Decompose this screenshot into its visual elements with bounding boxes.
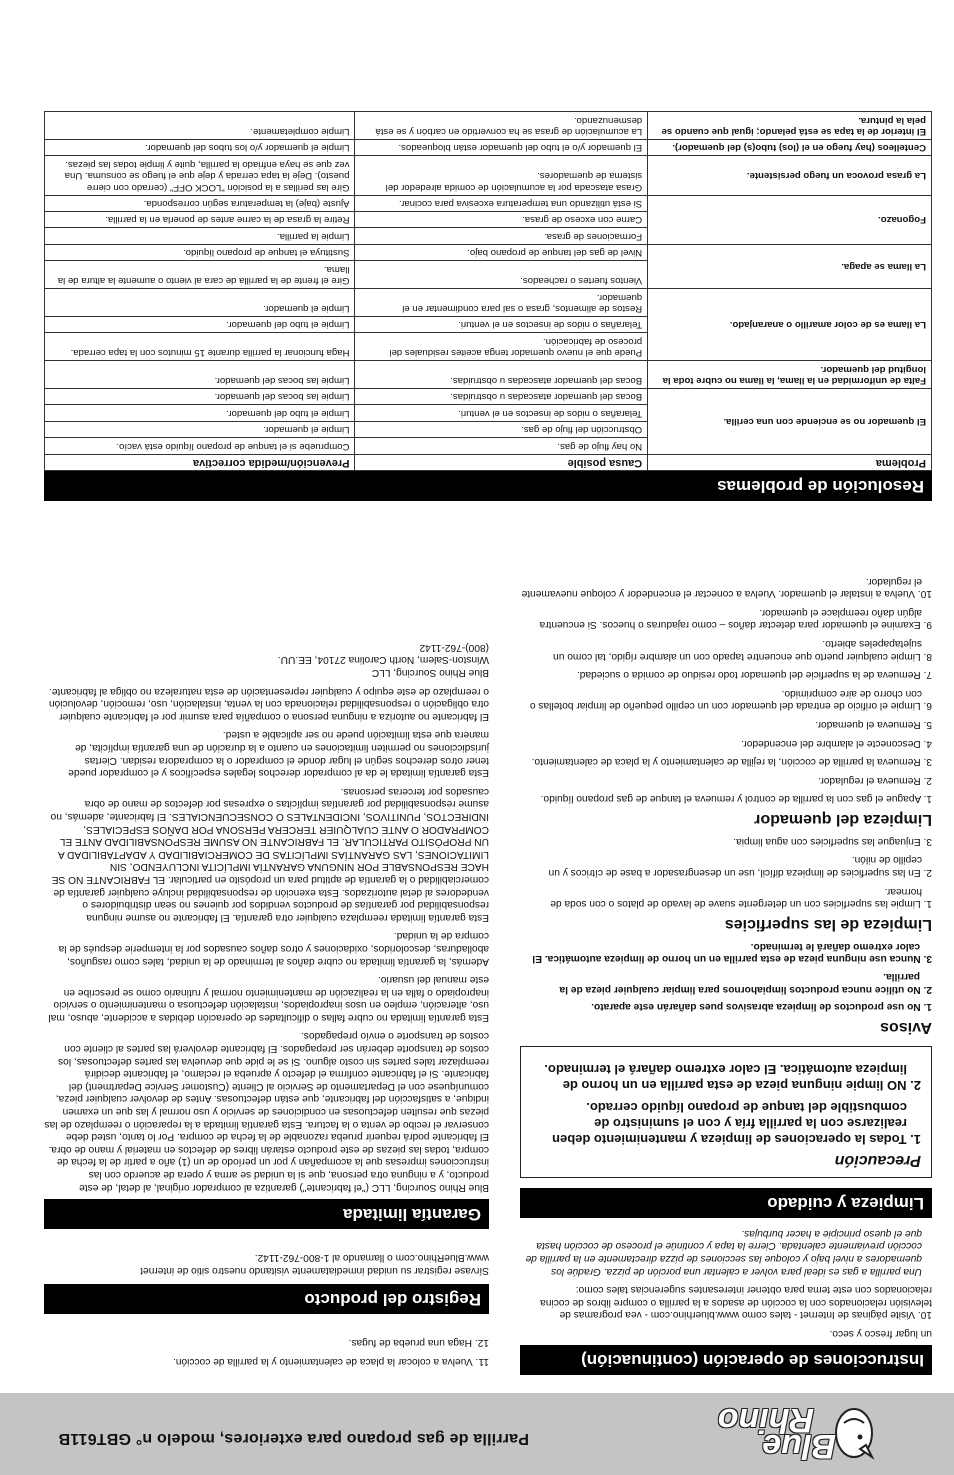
- cause-cell: La acumulación de grasa se ha convertido en carbón y se está desmenuzando.: [355, 112, 648, 140]
- logo-word-rhino: Rhino: [717, 1401, 814, 1439]
- cause-cell: Restos de alimentos, grasa o sal para condimentar en el quemador.: [355, 289, 648, 317]
- cause-cell: Bocas del quemador atascadas u obstruidas.: [355, 361, 648, 389]
- operation-heading: Instrucciones de operación (continuación): [520, 1345, 932, 1375]
- operation-cool-place: un lugar fresco y seco.: [829, 1328, 932, 1339]
- warning-1: 1. No use productos de limpieza abrasivos pues dañarán este aparato.: [591, 1001, 932, 1013]
- blue-rhino-logo: [676, 1399, 836, 1469]
- remedy-cell: Limpie las bocas del quemador.: [45, 388, 355, 404]
- caution-box: [520, 1046, 932, 1178]
- cause-cell: Grasa atascada por la acumulación de comida alrededor del sistema de quemadores.: [355, 156, 648, 195]
- burner-step-7: 7. Remueva de la superficie del quemador todo residuo de comida o suciedad.: [576, 669, 932, 681]
- burner-step-3: 3. Remueva la parrilla de cocción, la rejilla de calentamiento y la placa de calentamiento.: [531, 756, 932, 768]
- registration-heading: Registro del producto: [44, 1284, 489, 1314]
- table-row: [45, 156, 932, 195]
- remedy-cell: Haga funcionar la parrilla durante 15 minutos con la tapa cerrada.: [45, 333, 355, 361]
- problem-cell: El interior de la tapa se está pelando; igual que cuando se pela la pintura.: [648, 112, 932, 140]
- surfaces-heading: Limpieza de las superficies: [724, 916, 932, 934]
- document-title: Parrilla de gas propano para exteriores, modelo n° GBT611B: [58, 1430, 529, 1447]
- operation-step-10: 10. Visite páginas de Internet - tales como www.bluerhino.com - vea programas de televisión relacionados con la cocción de asados a la parrilla o compre libros de cocina relacionados con este tema para obtener interesantes sugerencias tales como:: [540, 1284, 932, 1321]
- burner-step-10: 10. Vuelva a instalar el quemador. Vuelva a conectar el encendedor y coloque nuevamente el regulador.: [521, 575, 932, 600]
- problem-cell: Falta de uniformidad en la llama, la llama no cubre toda la longitud del quemador.: [648, 361, 932, 389]
- problem-cell: La llama es de color amarillo o anaranjado.: [648, 289, 932, 361]
- cause-cell: Telarañas o nidos de insectos en el venturi.: [355, 405, 648, 421]
- remedy-cell: Sustituya el tanque de propano líquido.: [45, 244, 355, 260]
- warranty-phone: (800)-762-1142: [419, 641, 489, 653]
- column-header: Prevención/medida correctiva: [45, 454, 355, 470]
- table-header-row: [45, 454, 932, 470]
- remedy-cell: Limpie el tubo del quemador.: [45, 405, 355, 421]
- caution-item-1: 1. Todas la operaciones de limpieza y mantenimiento deben realizarse con la parrilla fría y con el suministro de combustible del tanque de propano líquido cerrado.: [552, 1100, 921, 1148]
- problem-cell: La grasa provoca un fuego persistente.: [648, 156, 932, 195]
- remedy-cell: Gire el frente de la parrilla de cara al viento o aumente la altura de la llama.: [45, 261, 355, 289]
- cause-cell: Puede que el nuevo quemador tenga aceites residuales del proceso de fabricación.: [355, 333, 648, 361]
- problem-cell: El quemador no se enciende con una cerilla.: [648, 388, 932, 454]
- cause-cell: Telarañas o nidos de insectos en el venturi.: [355, 316, 648, 332]
- operation-step-11: 11. Vuelva a colocar la placa de calentamiento y la parrilla de cocción.: [173, 1356, 489, 1367]
- cause-cell: Vientos fuertes o racheados.: [355, 261, 648, 289]
- table-row: [45, 438, 932, 454]
- cause-cell: Carne con exceso de grasa.: [355, 212, 648, 228]
- warranty-heading: Garantía limitada: [44, 1199, 489, 1229]
- burner-step-1: 1. Apague el gas con la parrilla de control y remueva el tanque de gas propano líquido.: [540, 793, 932, 805]
- column-header: Problema: [648, 454, 932, 470]
- burner-step-5: 5. Remueva el quemador.: [815, 718, 932, 730]
- burner-step-8: 8. Limpie cualquier puerto que encuentre tapado con un alambre rígido, tal como un sujetapapeles abierto.: [553, 637, 932, 662]
- table-row: [45, 228, 932, 244]
- surfaces-step-2: 2. En las superficies de limpieza difícil, use un desengrasador a base de cítricos y un cepillo de nilón.: [548, 854, 932, 879]
- warranty-p6: El fabricante no autoriza a ninguna persona o compañía para asumir por el fabricante cualquier otra obligación o responsabilidad relacionada con la venta, instalación, uso, remoción, devolución o reemplazo de este equipo y cualquier representación de esta naturaleza no obliga al fabricante.: [48, 685, 489, 722]
- remedy-cell: Limpie el quemador y/o los tubos del quemador.: [45, 140, 355, 156]
- rhino-icon: [832, 1405, 876, 1463]
- remedy-cell: Limpie completamente.: [45, 112, 355, 140]
- left-column: [520, 568, 932, 1375]
- troubleshooting-heading: Resolución de problemas: [44, 471, 932, 501]
- cause-cell: Nivel de gas del tanque de propano bajo.: [355, 244, 648, 260]
- cause-cell: Bocas del quemador atascadas u obstruidas.: [355, 388, 648, 404]
- warranty-p4: Esta garantía limitada reemplaza cualquier otra garantía. El fabricante no asume ninguna responsabilidad por garantías de productos vendidos por quienes no sean distribuidores o vendedores al detal autorizados. Esta exención de responsabilidad incluye cualquier garantía de comerciabilidad o la garantía de aptitud para un propósito en particular. EL FABRICANTE NO SE HACE RESPONSABLE POR NINGUNA GARANTÍA IMPLÍCITA INCLUYENDO, SIN LIMITACIONES, LAS GARANTÍAS IMPLÍCITAS DE COMERCIABILIDAD Y ADAPTABILIDAD A UN PROPÓSITO PARTICULAR. EL FABRICANTE NO ASUME RESPONSABILIDAD ANTE EL COMPRADOR O ANTE CUALQUIER TERCERA PERSONA POR DAÑOS ESPECIALES, INDIRECTOS, PUNITIVOS, INCIDENTALES O CONSECUENCIALES. El fabricante, además, no asume responsabilidad por garantías implícitas o expresas por defectos de mano de obra causados por terceras personas.: [50, 785, 489, 923]
- registration-text: Sírvase registrar su unidad inmediatamente visitando nuestro sitio de internet www.BlueRhino.com o llamando al 1-800-762-1142.: [140, 1252, 489, 1276]
- table-row: [45, 333, 932, 361]
- remedy-cell: Limpie las bocas del quemador.: [45, 361, 355, 389]
- burner-step-6: 6. Limpie el orificio de entrada del quemador con un cepillo pequeño de limpiar botellas o con chorro de aire comprimido.: [529, 687, 932, 712]
- column-header: Causa posible: [355, 454, 648, 470]
- warranty-p1: Blue Rhino Sourcing, LLC ("el fabricante") garantiza al comprador original, al detal, de este producto, y a ninguna otra persona, que si la unidad se arma y opera de acuerdo con las instrucciones impresas que la acompañan y por un período de un (1) año a partir de la fecha de compra, todas las piezas de este producto estarán libres de defectos en material y mano de obra. El fabricante podrá requerir prueba razonable de la fecha de compra. Por lo tanto, usted debe conservar el recibo de venta o la factura. Esta garantía limitada a la reparación o reemplazo de las piezas que resulten defectuosas en condiciones de servicio y uso normal y las que un examen indique, a satisfacción del fabricante, que están defectuosas. Antes de devolver cualquier pieza, comuníquese con el Departamento de Servicio al Cliente (Customer Service Department) del fabricante. Si el fabricante confirma el defecto y aprueba el reclamo, el fabricante decidirá reemplazar tales partes sin costo alguno. Si se le pide que devuelva las partes defectuosas, los costos de transporte deberán ser prepagados. El fabricante devolverá las partes al cliente con costos de transporte o envío prepagados.: [44, 1030, 489, 1193]
- warranty-city: Winston-Salem, North Carolina 27104, EE.UU.: [277, 654, 489, 666]
- table-row: [45, 361, 932, 389]
- remedy-cell: Limpie el tubo del quemador.: [45, 316, 355, 332]
- header-bar: [0, 1393, 954, 1475]
- surfaces-step-3: 3. Enjuague las superficies con agua limpia.: [733, 835, 932, 847]
- burner-step-9: 9. Examine el quemador para detectar daños – como rajaduras o huecos. Si encuentra algún daño reemplace el quemador.: [539, 606, 932, 631]
- caution-title: Precaución: [834, 1152, 921, 1170]
- warranty-p3: Además, la garantía limitada no cubre daños al terminado de la unidad, tales como rasguños, abolladuras, descoloridos, oxidaciones y otros daños causados por la intemperie después de la compra de la unidad.: [58, 930, 489, 967]
- table-row: [45, 140, 932, 156]
- warranty-p2: Esta garantía limitada no cubre fallas o dificultades de operación debidas a accidente, abuso, mal uso, alteración, empleo en usos inapropiados, instalación defectuosa o mantenimiento o servicio inapropiado o falla en la realización de mantenimiento normal y rutinario como se prescribe en este manual del usuario.: [48, 974, 489, 1023]
- problem-cell: La llama se apaga.: [648, 244, 932, 288]
- operation-tip: Una parrilla a gas es ideal para volver a calentar una porción de pizza. Gradúe los quemadores a nivel bajo y coloque las secciones de pizza directamente en la parrilla de cocción previamente calentada. Cierre la tapa y continúe el proceso de cocción hasta que el queso principie a hacer burbujas.: [525, 1227, 922, 1277]
- remedy-cell: Gire las perillas a la posición "LOCK OFF" (cerrado con cierre puesto). Deje la tapa cerrada y deje que el fuego se consuma. Una vez que se haya enfriado la parrilla, quite y limpie todas las piezas.: [45, 156, 355, 195]
- warning-2: 2. No utilice nunca productos limpiahornos para limpiar cualquier pieza de la parrilla.: [559, 971, 932, 995]
- remedy-cell: Limpie el quemador.: [45, 421, 355, 437]
- warranty-p5: Esta garantía limitada le da al comprador derechos legales específicos y el comprador puede tener otros derechos según el lugar donde el comprador o la compradora residan. Ciertas jurisdicciones no permiten limitaciones en cuanto a la duración de una garantía implícita, de manera que esta limitación puede no ser aplicable a usted.: [68, 729, 489, 779]
- burner-heading: Limpieza del quemador: [754, 811, 932, 829]
- warning-3: 3. Nunca use ninguna pieza de esta parrilla en un horno de limpieza automática. El calor extremo dañará le terminado.: [532, 940, 932, 965]
- remedy-cell: Ajuste (baje) la temperatura según corresponda.: [45, 195, 355, 211]
- cause-cell: No hay flujo de gas.: [355, 438, 648, 454]
- burner-step-2: 2. Remueva el regulador.: [818, 774, 932, 786]
- logo-word-blue: Blue: [762, 1427, 836, 1465]
- remedy-cell: Limpie la parrilla.: [45, 228, 355, 244]
- cause-cell: Si está utilizando una temperatura excesiva para cocinar.: [355, 195, 648, 211]
- problem-cell: Centelleos (hay fuego en el (los) tubo(s) del quemador).: [648, 140, 932, 156]
- remedy-cell: Limpie el quemador.: [45, 289, 355, 317]
- caution-item-2: 2. NO limpie ninguna pieza de esta parrilla en un horno de limpieza automática. El calor extremo dañará el terminado.: [544, 1062, 921, 1094]
- problem-cell: Fogonazo.: [648, 195, 932, 244]
- table-row: [45, 261, 932, 289]
- operation-step-12: 12. Haga una prueba de fugas.: [348, 1337, 489, 1349]
- cause-cell: El quemador y/o el tubo del quemador están bloqueados.: [355, 140, 648, 156]
- troubleshooting-band: [44, 471, 932, 501]
- cause-cell: Formaciones de grasa.: [355, 228, 648, 244]
- troubleshooting-table: [44, 111, 932, 471]
- burner-step-4: 4. Desconecte el alambre del encendedor.: [741, 737, 932, 749]
- warnings-heading: Avisos: [880, 1019, 932, 1037]
- surfaces-step-1: 1. Limpie las superficies con un detergente suave de lavado de platos o con soda de hornear.: [550, 885, 932, 910]
- cause-cell: Obstrucción del flujo de gas.: [355, 421, 648, 437]
- care-heading: Limpieza y cuidado: [520, 1188, 932, 1218]
- remedy-cell: Compruebe si el tanque de propano líquido está vacío.: [45, 438, 355, 454]
- warranty-company: Blue Rhino Sourcing, LLC: [371, 667, 489, 679]
- table-row: [45, 112, 932, 140]
- remedy-cell: Retire la grasa de la carne antes de ponerla en la parrilla.: [45, 212, 355, 228]
- right-column: [44, 640, 489, 1367]
